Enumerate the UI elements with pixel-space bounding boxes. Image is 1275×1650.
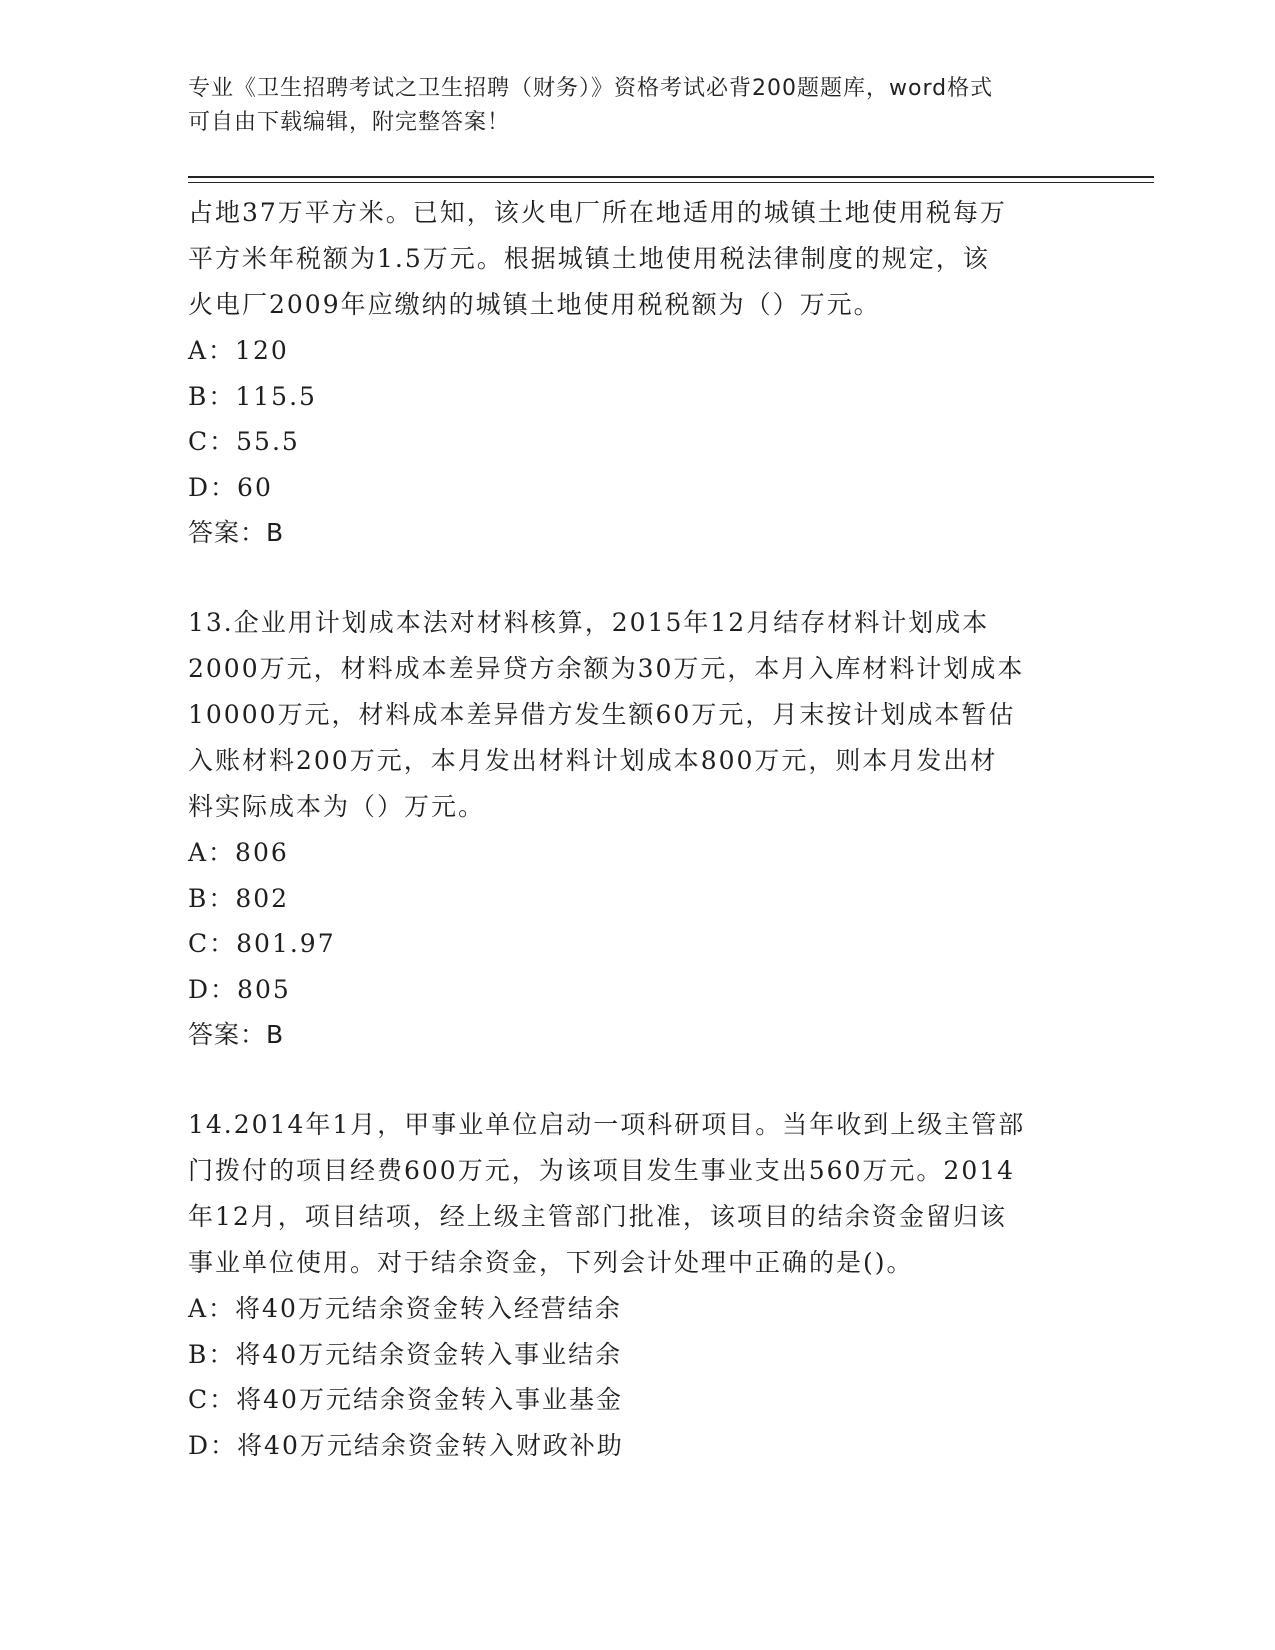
header-rule-thin [188,182,1154,183]
option-c: C：55.5 [188,427,300,456]
spacer [188,1058,1088,1102]
question-text-line: 14.2014年1月，甲事业单位启动一项科研项目。当年收到上级主管部 [188,1110,1026,1139]
spacer [188,556,1088,600]
question-text-line: 年12月，项目结项，经上级主管部门批准，该项目的结余资金留归该 [188,1202,1007,1231]
question-text-line: 料实际成本为（）万元。 [188,792,486,821]
answer-label: 答案：B [188,1020,285,1049]
option-a: A：将40万元结余资金转入经营结余 [188,1294,622,1323]
question-text-line: 占地37万平方米。已知，该火电厂所在地适用的城镇土地使用税每万 [188,198,1007,227]
question-14 [188,1102,1088,1468]
option-a: A：120 [188,336,289,365]
answer-label: 答案：B [188,518,285,547]
question-12 [188,190,1088,556]
question-text-line: 2000万元，材料成本差异贷方余额为30万元，本月入库材料计划成本 [188,654,1025,683]
option-b: B：802 [188,883,290,913]
header-rule-thick [188,176,1154,178]
header-title-line-1: 专业《卫生招聘考试之卫生招聘（财务）》资格考试必背200题题库，word格式 [188,76,994,101]
option-c: C：801.97 [188,929,336,958]
question-text-line: 入账材料200万元，本月发出材料计划成本800万元，则本月发出材 [188,746,998,775]
header-title-line-2: 可自由下载编辑，附完整答案！ [188,110,511,135]
option-a: A：806 [188,838,289,867]
question-text-line: 10000万元，材料成本差异借方发生额60万元，月末按计划成本暂估 [188,700,1016,729]
question-text-line: 火电厂2009年应缴纳的城镇土地使用税税额为（）万元。 [188,290,881,319]
question-text-line: 门拨付的项目经费600万元，为该项目发生事业支出560万元。2014 [188,1156,1016,1185]
question-text-line: 平方米年税额为1.5万元。根据城镇土地使用税法律制度的规定，该 [188,244,990,273]
option-b: B：115.5 [188,381,317,411]
option-b: B：将40万元结余资金转入事业结余 [188,1339,623,1369]
option-d: D：805 [188,974,291,1004]
question-text-line: 事业单位使用。对于结余资金，下列会计处理中正确的是()。 [188,1248,914,1277]
question-13 [188,600,1088,1058]
option-c: C：将40万元结余资金转入事业基金 [188,1385,623,1414]
question-text-line: 13.企业用计划成本法对材料核算，2015年12月结存材料计划成本 [188,608,990,637]
document-body [188,190,1088,1468]
option-d: D：将40万元结余资金转入财政补助 [188,1430,624,1460]
document-header [188,72,1088,140]
option-d: D：60 [188,472,273,502]
